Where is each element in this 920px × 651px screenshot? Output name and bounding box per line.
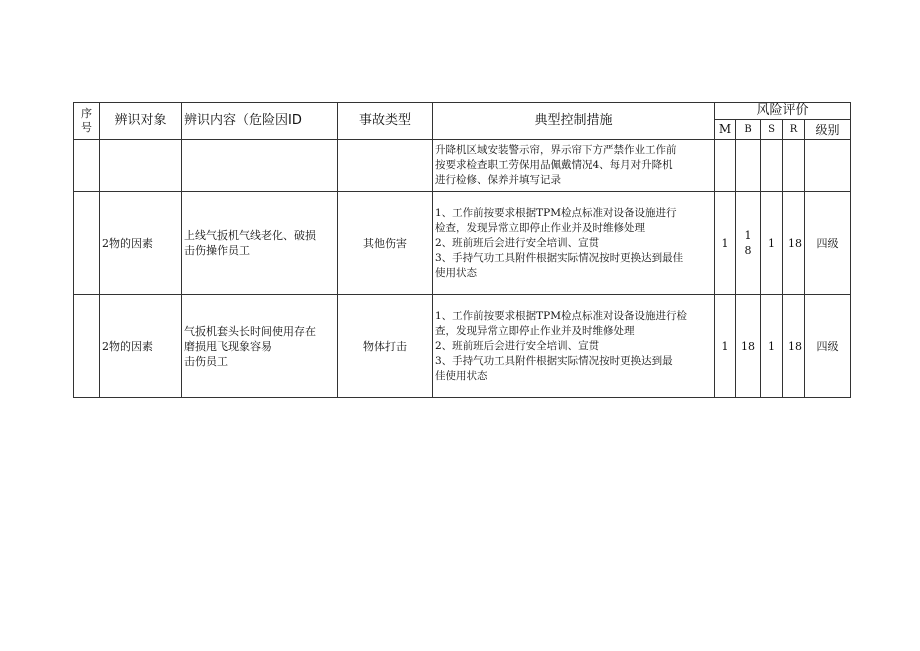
cell-content: 上线气扳机气线老化、破损 击伤操作员工 <box>182 192 338 295</box>
cell-s <box>761 140 783 192</box>
cell-r: 18 <box>783 295 805 398</box>
table-row <box>74 192 851 295</box>
cell-r: 18 <box>783 192 805 295</box>
cell-level: 四级 <box>805 295 851 398</box>
risk-assessment-table <box>73 102 851 398</box>
header-level: 级别 <box>805 120 851 140</box>
header-object: 辨识对象 <box>100 103 182 140</box>
cell-r <box>783 140 805 192</box>
header-s: S <box>761 120 783 140</box>
cell-accident: 其他伤害 <box>338 192 433 295</box>
cell-seq <box>74 192 100 295</box>
cell-b: 1 8 <box>736 192 761 295</box>
header-content: 辨识内容（危险因ID <box>182 103 338 140</box>
header-r: R <box>783 120 805 140</box>
table-row <box>74 140 851 192</box>
cell-measures: 1、工作前按要求根据TPM检点标准对设备设施进行 检查，发现异常立即停止作业并及时维修处理 2、班前班后会进行安全培训、宣贯 3、手持气功工具附件根据实际情况按时更换达到最佳 使用状态 <box>433 192 715 295</box>
header-seq: 序号 <box>74 103 100 140</box>
cell-level: 四级 <box>805 192 851 295</box>
header-m: M <box>715 120 736 140</box>
cell-s: 1 <box>761 295 783 398</box>
cell-b: 18 <box>736 295 761 398</box>
cell-object: 2物的因素 <box>100 192 182 295</box>
header-risk: 风险评价 <box>715 103 851 120</box>
cell-accident <box>338 140 433 192</box>
cell-m: 1 <box>715 192 736 295</box>
cell-seq <box>74 140 100 192</box>
cell-m: 1 <box>715 295 736 398</box>
cell-seq <box>74 295 100 398</box>
header-b: B <box>736 120 761 140</box>
header-accident: 事故类型 <box>338 103 433 140</box>
cell-object: 2物的因素 <box>100 295 182 398</box>
cell-level <box>805 140 851 192</box>
cell-b <box>736 140 761 192</box>
cell-content: 气扳机套头长时间使用存在 磨损甩飞现象容易 击伤员工 <box>182 295 338 398</box>
cell-measures: 升降机区域安装警示帘，界示帘下方严禁作业工作前 按要求检查职工劳保用品佩戴情况4、每月对升降机 进行检修、保养并填写记录 <box>433 140 715 192</box>
cell-s: 1 <box>761 192 783 295</box>
cell-content <box>182 140 338 192</box>
header-row-1 <box>74 103 851 120</box>
header-measures: 典型控制措施 <box>433 103 715 140</box>
cell-accident: 物体打击 <box>338 295 433 398</box>
cell-object <box>100 140 182 192</box>
cell-m <box>715 140 736 192</box>
cell-measures: 1、工作前按要求根据TPM检点标准对设备设施进行检 查，发现异常立即停止作业并及时维修处理 2、班前班后会进行安全培训、宣贯 3、手持气功工具附件根据实际情况按时更换达到最 佳使用状态 <box>433 295 715 398</box>
table-row <box>74 295 851 398</box>
